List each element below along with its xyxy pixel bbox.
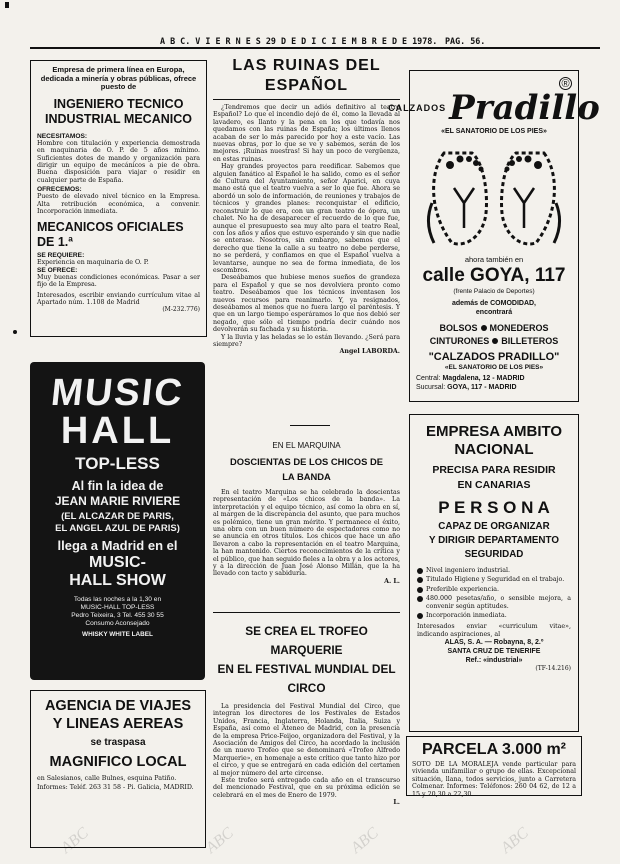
engineer-intro: Empresa de primera línea en Europa, dedicada a minería y obras públicas, ofrece puesto de [40, 65, 197, 92]
item-cinturones: CINTURONES [429, 336, 490, 346]
extra-1: además de COMODIDAD, [451, 300, 537, 307]
parcela-ad [406, 736, 582, 796]
trofeo-para-1: La presidencia del Festival Mundial del Circo, que integran los directores de los Festivales de Estados Unidos, Francia, Inglaterra, Holanda, Italia, Suiza y España, así como el Ateneo de Madrid, con la presencia de la empresa Price-Feijoo, organizadora del Festival, y la Asociación de Amigos del Circo, ha acordado la inclusión de un nuevo Trofeo que se denominará «Trofeo Alfredo Marquerie», en homenaje a este crítico que tanto hizo por el circo, y que se entregará en cada edición del certamen al mejor número del arte circense. [213, 703, 400, 777]
persona-title: P E R S O N A [438, 498, 550, 517]
travel-agency-ad [30, 690, 206, 848]
empresa-contact-3: SANTA CRUZ DE TENERIFE [447, 648, 541, 656]
feet-icon [424, 143, 564, 251]
page-number: PAG. 56. [445, 36, 486, 46]
engineer-ref: (M-232.776) [162, 306, 200, 314]
topless-label: TOP-LESS [75, 454, 160, 473]
watermark-abc: ABC [497, 824, 532, 857]
calzados-slogan: «EL SANATORIO DE LOS PIES» [441, 128, 547, 135]
ruinas-rule [213, 99, 400, 100]
street-goya: calle GOYA, 117 [422, 265, 566, 286]
calzados-pradillo-ad [388, 70, 600, 402]
empresa-ref: (TF-14.216) [535, 665, 571, 673]
mechanics-title: MECANICOS OFICIALES DE 1.ª [37, 220, 184, 250]
parcela-title: PARCELA 3.000 m² [421, 741, 567, 758]
empresa-title-2: NACIONAL [454, 441, 534, 458]
empresa-contact-4: Ref.: «industrial» [465, 657, 523, 665]
separator-2 [213, 612, 400, 613]
empresa-line-5: SEGURIDAD [464, 549, 524, 560]
agency-title-3: MAGNIFICO LOCAL [49, 754, 187, 770]
empresa-line-1: PRECISA PARA RESIDIR [432, 464, 556, 476]
agency-contact: Informes: Teléf. 263 31 58 - Pi. Galicia, MADRID. [37, 784, 194, 792]
music-line-3: (EL ALCAZAR DE PARIS, [61, 511, 174, 522]
agency-title-2: Y LINEAS AEREAS [52, 716, 184, 732]
agency-text: en Salesianos, calle Bulnes, esquina Patiño. [37, 775, 177, 782]
watermark-abc: ABC [57, 824, 92, 857]
marquina-kicker: EN EL MARQUINA [272, 441, 341, 450]
music-line-5: llega a Madrid en el [57, 538, 178, 553]
offer2-label: SE OFRECE: [37, 266, 78, 274]
trofeo-title-3: CIRCO [287, 681, 326, 695]
scan-mark-left [13, 330, 17, 334]
agency-title-1: AGENCIA DE VIAJES [44, 698, 192, 714]
show-title-1: MUSIC- [89, 554, 146, 571]
requirement-text: 480.000 pesetas/año, o sensible mejora, a convenir según aptitudes. [426, 595, 571, 610]
brand-small: CALZADOS [388, 103, 447, 113]
engineer-contact: Interesados, escribir enviando currículum vitae al Apartado núm. 1.108 de Madrid [37, 291, 200, 307]
bullet-icon [417, 577, 423, 583]
bullet-icon [492, 338, 498, 344]
page-date-header: A B C. V I E R N E S 29 D E D I C I E M B R E D E 1978. [160, 36, 438, 46]
calzados-tag: «EL SANATORIO DE LOS PIES» [444, 364, 544, 371]
brand-big: Pradillo [449, 88, 600, 128]
list-item [417, 612, 571, 619]
ruinas-title-2: ESPAÑOL [264, 77, 349, 94]
watermark-abc: ABC [202, 824, 237, 857]
trofeo-byline: L. [393, 799, 400, 807]
marquina-title-2: LA BANDA [282, 471, 331, 482]
trofeo-title-2: EN EL FESTIVAL MUNDIAL DEL [217, 662, 396, 676]
marquina-byline: A. L. [384, 577, 400, 585]
article-marquina [213, 440, 400, 608]
empresa-title-1: EMPRESA AMBITO [425, 423, 563, 440]
bullet-icon [481, 325, 487, 331]
addr1: Magdalena, 12 - MADRID [442, 375, 525, 382]
engineer-job-ad [30, 60, 207, 337]
parcela-text: SOTO DE LA MORALEJA vende particular para vivienda unifamiliar o grupo de ellas. Excepcional situación, llana, todos servicios, junto a Carretera Colmenar. Informes: Teléfonos: 260 04 62, de 12 a 15 y 20,30 a 22,30. [412, 761, 576, 798]
requirement-text: Preferible experiencia. [426, 585, 499, 593]
bullet-icon [417, 587, 423, 593]
engineer-title-2: INDUSTRIAL MECANICO [45, 111, 192, 126]
addr2: GOYA, 117 - MADRID [447, 384, 517, 391]
require-text: Experiencia en maquinaria de O. P. [37, 259, 149, 267]
article-trofeo [213, 622, 400, 850]
bullet-icon [417, 596, 423, 602]
trofeo-para-2: Este trofeo será entregado cada año en el transcurso del mencionado Festival, que en su próxima edición se celebrará en el mes de Enero de 1979. [213, 777, 400, 799]
requirement-text: Nivel ingeniero industrial. [426, 567, 510, 574]
music-info-3: Pedro Teixeira, 3 Tel. 455 30 55 [71, 612, 164, 619]
ruinas-para-1: ¿Tendremos que decir un adiós definitivo al teatro Español? Lo que el incendio dejó de él, como la llevada al lavadero, es llanto y la pena en los que todavía nos quedamos con las ruinas de España; los últimos llenos acaban de ser lo más parecido por hoy a este vacío. Las nuevas obras, por lo que se ve y sabemos, serán de los mejores. ¡Ruinas nuestras! Si hay un poco de vergüenza, en estas ruinas. [213, 104, 400, 163]
music-logo: MUSIC [49, 372, 186, 414]
now-also: ahora también en [464, 255, 524, 264]
list-item [417, 595, 571, 610]
header-rule [30, 47, 600, 49]
music-info-4: Consumo Aconsejado [85, 620, 150, 627]
marquina-para: En el teatro Marquina se ha celebrado la doscientas representación de «Los chicos de la banda». La interpretación y el equipo técnico, así como la obra en sí, al margen de la discrepancia del asunto, que para muchos es polémico, tiene un gran mérito. Y permanece el éxito, una obra con un buen número de espectadores como no se anuncia en otros títulos. Los chicos que hace un año llevaron a cabo la representación en el teatro Marquina, la han mantenido. Ciertos reconocimientos de la crítica y el público, que han seguido fieles a la obra y a los actores, y a la dirección de Juan José Alonso Millán, que la ha llevado con tacto y sabiduría. [213, 489, 400, 578]
watermark-abc: ABC [347, 824, 382, 857]
scan-mark-top [5, 2, 9, 8]
require-label: SE REQUIERE: [37, 252, 85, 260]
requirement-text: Titulado Higiene y Seguridad en el trabajo. [426, 576, 565, 584]
ruinas-title-1: LAS RUINAS DEL [232, 57, 381, 74]
empresa-contact-1: Interesados enviar «curriculum vitae», indicando aspiraciones, al [417, 623, 571, 638]
offer-text: Puesto de elevado nivel técnico en la Empresa. Alta retribución económica, a convenir. Incorporación inmediata. [37, 193, 200, 216]
need-label: NECESITAMOS: [37, 132, 88, 140]
empresa-line-3: CAPAZ DE ORGANIZAR [438, 521, 550, 532]
article-ruinas [213, 56, 400, 416]
marquina-title-1: DOSCIENTAS DE LOS CHICOS DE [230, 456, 383, 467]
music-line-1: Al fin la idea de [71, 479, 164, 493]
item-billeteros: BILLETEROS [501, 336, 559, 346]
requirement-text: Incorporación inmediata. [426, 612, 507, 620]
empresa-ambito-ad [409, 414, 579, 732]
street-near: (frente Palacio de Deportes) [453, 288, 535, 295]
offer-label: OFRECEMOS: [37, 186, 82, 194]
addr1-label: Central: [416, 375, 441, 382]
list-item [417, 576, 571, 583]
show-title-2: HALL SHOW [69, 572, 166, 589]
need-text: Hombre con titulación y experiencia demostrada en maquinaria de O. P. de 5 años mínimo. Suficientes dotes de mando y organización para dirigir un equipo de mecánicos a pie de obra. Buena disposición para viajar o residir en cualquier parte de España. [37, 139, 200, 184]
whisky-sponsor: WHISKY WHITE LABEL [82, 631, 153, 638]
empresa-line-2: EN CANARIAS [457, 479, 531, 491]
list-item [417, 567, 571, 574]
list-item [417, 586, 571, 593]
ruinas-para-4: Y la lluvia y las heladas se lo están llevando. ¿Será para siempre? [213, 333, 400, 348]
empresa-contact-2: ALAS, S. A. — Robayna, 8, 2.º [444, 639, 544, 647]
music-line-4: EL ANGEL AZUL DE PARIS) [55, 523, 180, 534]
music-hall-ad [30, 362, 205, 680]
offer2-text: Muy buenas condiciones económicas. Pasar a ser fijo de la Empresa. [37, 273, 200, 289]
addr2-label: Sucursal: [416, 384, 446, 391]
separator-1 [290, 425, 330, 426]
feet-illustration [424, 143, 564, 251]
ruinas-byline: Angel LABORDA. [339, 348, 400, 356]
item-monederos: MONEDEROS [489, 323, 549, 333]
music-info-1: Todas las noches a la 1,30 en [73, 596, 162, 603]
hall-logo: HALL [60, 410, 175, 452]
registered-mark: ® [559, 77, 572, 90]
bullet-icon [417, 568, 423, 574]
requirements-list [417, 567, 571, 619]
music-info-2: MUSIC-HALL TOP-LESS [80, 604, 155, 611]
ruinas-para-2: Hay grandes proyectos para reedificar. Sabemos que alguien fanático al Español le ha salido, como es el señor de Cultura del Ayuntamiento, señor Aparici, en cuya mano está que el teatro vuelva a ser lo que fue. Ahora se abordó un solo de información, de reuniones y trabajos de técnicos y grandes planes: reconquistar el edificio, reconstruir lo que era, con un gran teatro de ópera, un chalet. No ha de desaparecer el recuerdo de lo que fue, aunque el presupuesto sea muy alto para el teatro Real, con los años y años que estuvo esperando y sin que nadie se enterase. Nosotros, sin embargo, sabemos que el derecho que tiene la calle a su teatro no debe perderse, no se perderá, y confiamos en que el Español vuelva a levantarse, aunque no sea de forma inmediata, de los escombros. [213, 163, 400, 274]
ruinas-para-3: Deseábamos que hubiese menos sueños de grandeza para el Español y que se nos devolviera pronto como teatro. Deseábamos que los técnicos inventasen los nuevos recursos para reanimarlo. Y, ya resignados, deseábamos al menos que no fuera largo el paréntesis. Y que en un largo tiempo esperáramos lo que nos debió ser negado, que sólo el tiempo podría decir cuándo nos devolverán su fachada y su historia. [213, 274, 400, 334]
trofeo-title-1: SE CREA EL TROFEO MARQUERIE [245, 624, 368, 657]
engineer-title-1: INGENIERO TECNICO [53, 96, 184, 111]
extra-2: encontrará [475, 309, 513, 316]
calzados-name: "CALZADOS PRADILLO" [428, 351, 560, 363]
agency-sub: se traspasa [90, 737, 146, 748]
empresa-line-4: Y DIRIGIR DEPARTAMENTO [429, 535, 559, 546]
item-bolsos: BOLSOS [439, 323, 478, 333]
music-line-2: JEAN MARIE RIVIERE [54, 494, 181, 508]
bullet-icon [417, 613, 423, 619]
